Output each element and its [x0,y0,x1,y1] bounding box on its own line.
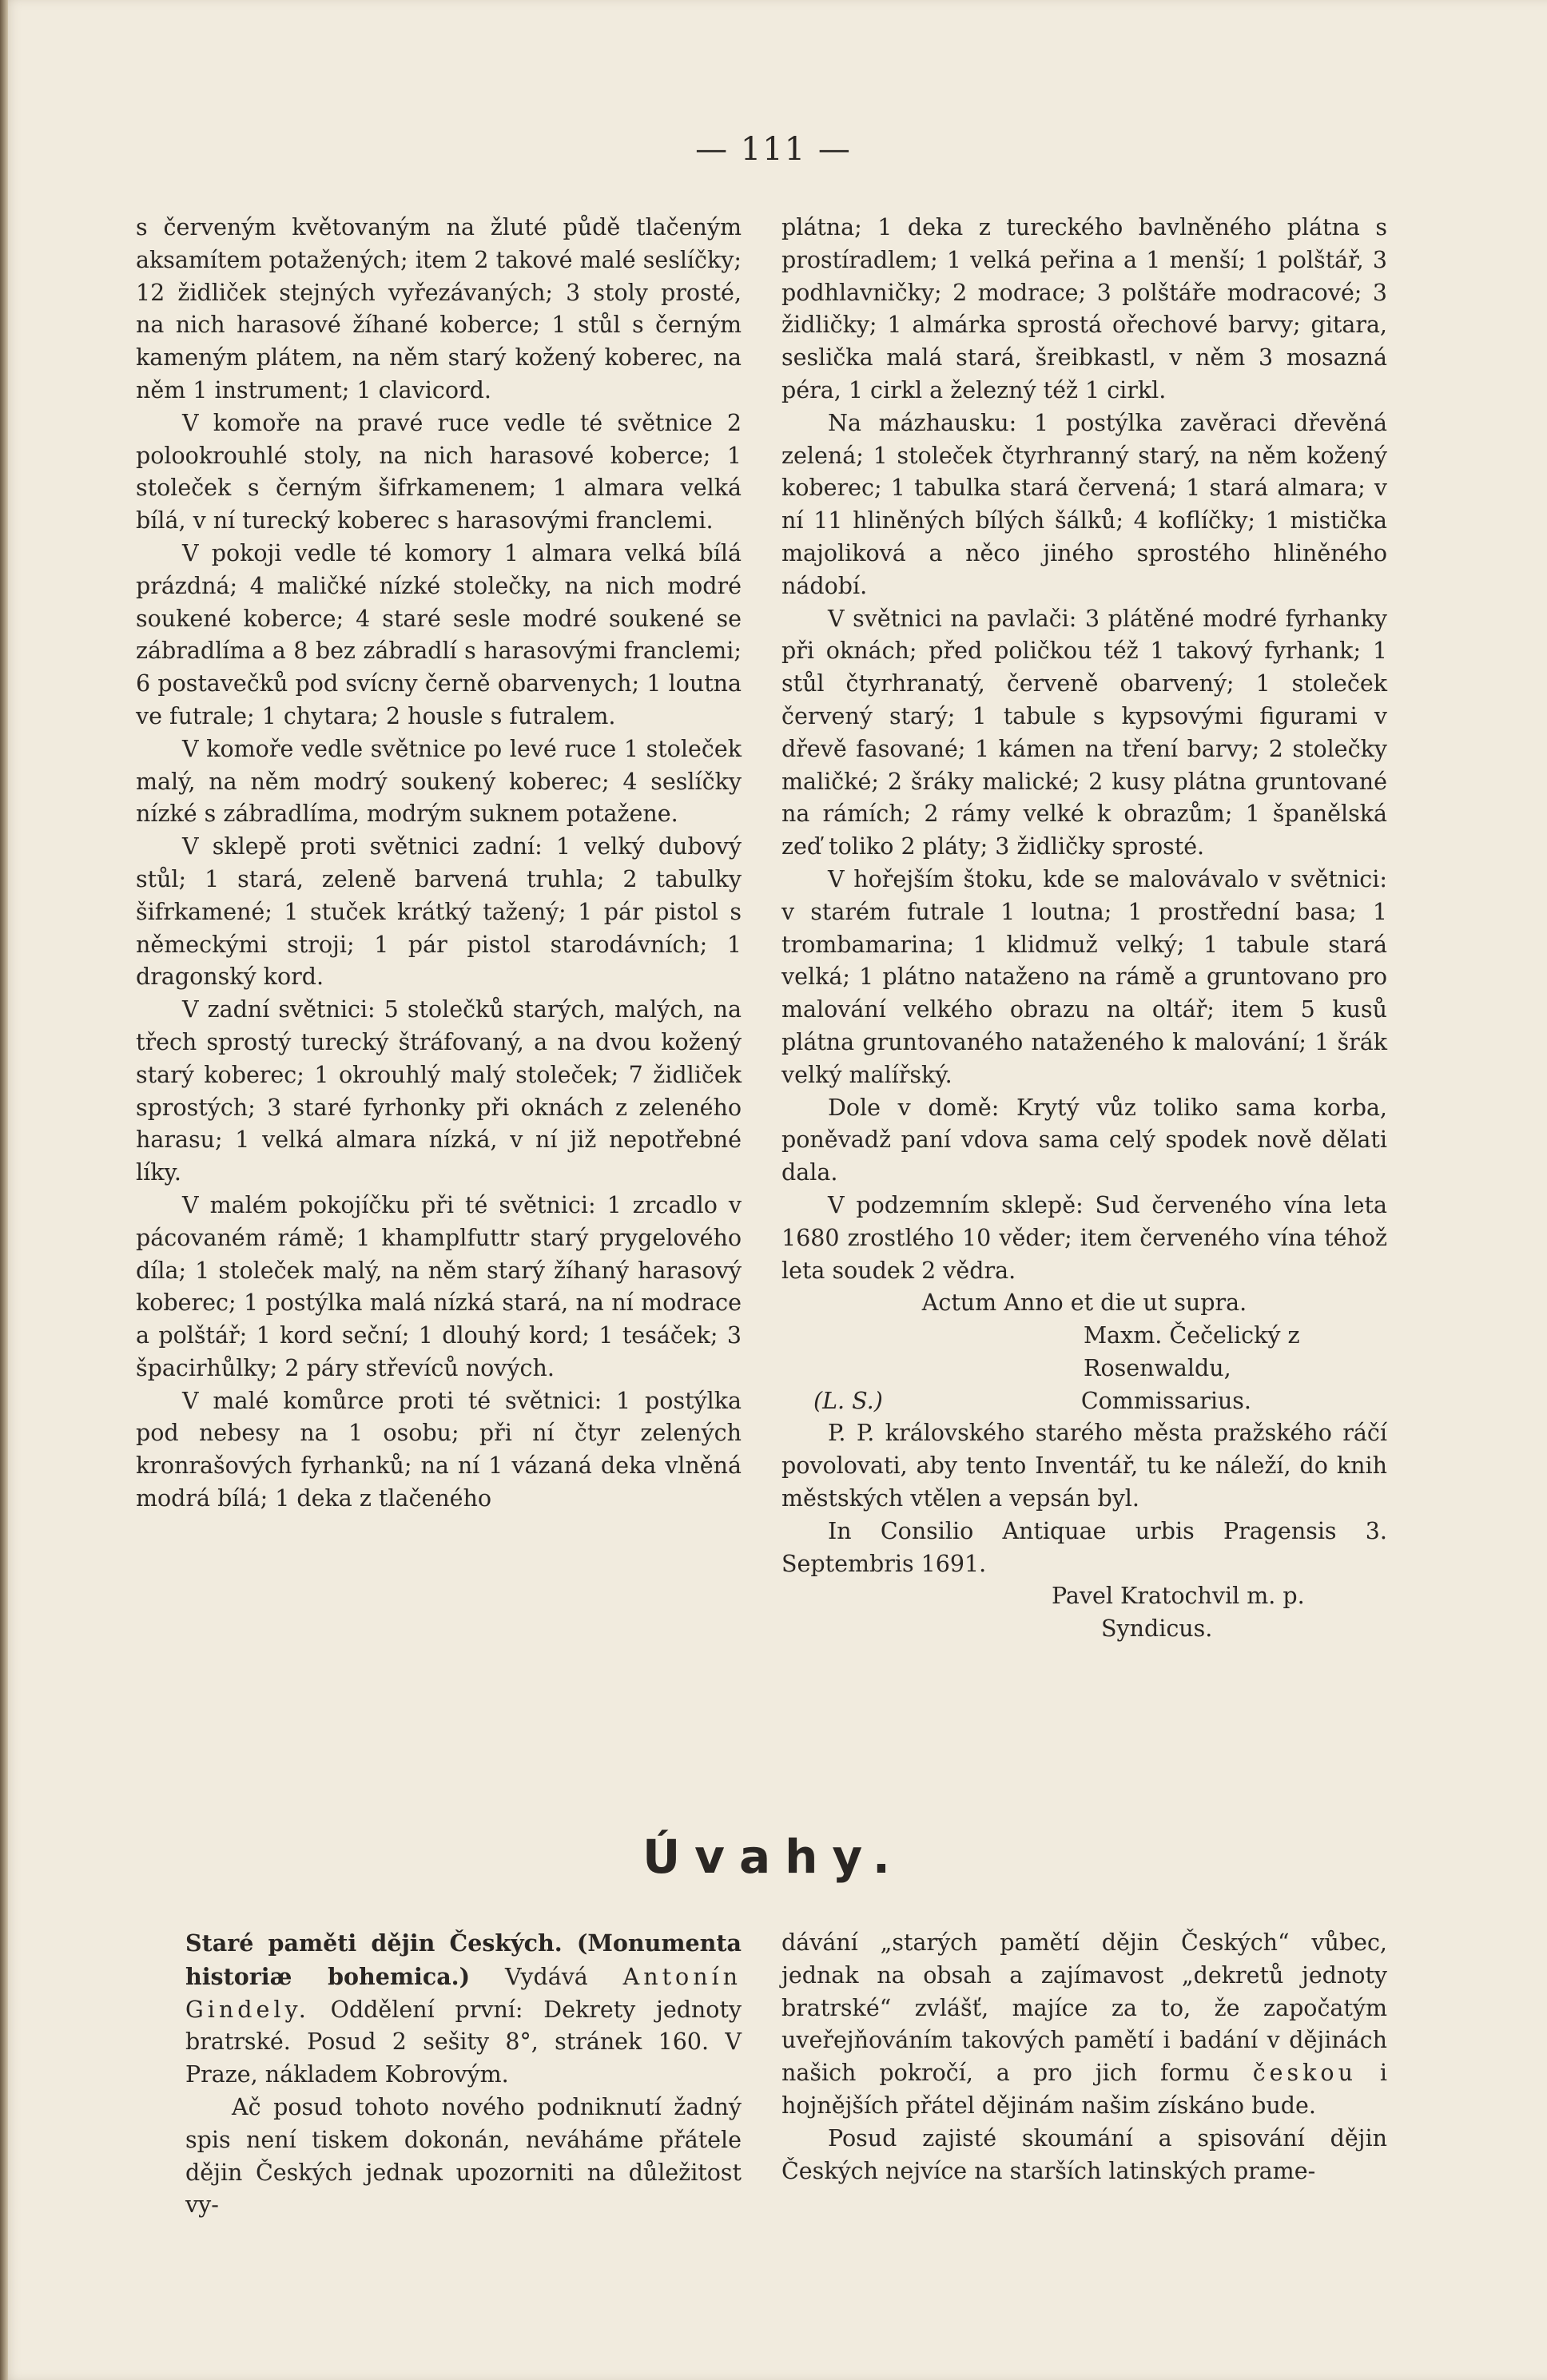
text-run: i hojnějších přátel dějinám našim získáno bude. [781,2060,1388,2119]
section-heading: Úvahy. [642,1830,905,1884]
paragraph: plátna; 1 deka z tureckého bavlněného plátna s prostíradlem; 1 velká peřina a 1 menší; 1 polštář, 3 podhlavničky; 2 modrace; 3 polštáře modracové; 3 židličky; 1 almárka sprostá ořechové barvy; gitara, seslička malá stará, šreibkastl, v něm 3 mosazná péra, 1 cirkl a železný též 1 cirkl. [781,214,1387,403]
paragraph: P. P. královského starého města pražského ráčí povolovati, aby tento Inventář, tu ke náleží, do knih městských vtělen a vepsán byl. [781,1420,1387,1512]
paragraph: V malé komůrce proti té světnici: 1 postýlka pod nebesy na 1 osobu; při ní čtyr zelených kronrašových fyrhanků; na ní 1 vázaná deka vlněná modrá bílá; 1 deka z tlačeného [136,1387,742,1512]
paragraph: V zadní světnici: 5 stolečků starých, malých, na třech sprostý turecký štráfovaný, a na dvou kožený starý koberec; 1 okrouhlý malý stoleček; 7 židliček sprostých; 3 staré fyrhonky při oknách z zeleného harasu; 1 velká almara nízká, v ní již nepotřebné líky. [136,996,742,1186]
review-author: Antonín Gindely. [185,1963,742,2023]
paragraph: Posud zajisté skoumání a spisování dějin Českých nejvíce na starších latinských prame- [781,2124,1387,2184]
right-column [781,212,1387,1646]
paragraph: Ač posud tohoto nového podniknutí žadný spis není tiskem dokonán, neváháme přátele dějin Českých jednak upozorniti na důležitost vy- [185,2093,742,2219]
review-right-column [781,1927,1387,2187]
signer2-name: Pavel Kratochvil m. p. [1052,1583,1305,1610]
paragraph: V pokoji vedle té komory 1 almara velká bílá prázdná; 4 maličké nízké stolečky, na nich modré soukené koberce; 4 staré sesle modré soukené se zábradlíma a 8 bez zábradlí s harasovými franclemi; 6 postavečků pod svícny černě obarvenych; 1 loutna ve futrale; 1 chytara; 2 housle s futralem. [136,539,742,729]
actum-line: Actum Anno et die ut supra. [921,1289,1247,1317]
signature-name: Maxm. Čečelický z Rosenwaldu, [1084,1322,1300,1381]
paragraph: V sklepě proti světnici zadní: 1 velký dubový stůl; 1 stará, zeleně barvená truhla; 2 tabulky šifrkamené; 1 stuček krátký tažený; 1 pár pistol s německými stroji; 1 pár pistol starodávních; 1 dragonský kord. [136,833,742,991]
review-title-lead: Vydává [504,1963,588,1990]
page-spine-shadow [0,0,8,2380]
paragraph [781,1927,1387,2123]
page-number: — 111 — [695,131,852,168]
signer2-role: Syndicus. [1101,1615,1213,1643]
review-title-rest: Oddělení první: Dekrety jednoty bratrské. Posud 2 sešity 8°, stránek 160. V Praze, nákladem Kobrovým. [185,1996,742,2088]
paragraph: V hořejším štoku, kde se malovávalo v světnici: v starém futrale 1 loutna; 1 prostřední basa; 1 trombamarina; 1 klidmuž velký; 1 tabule stará velká; 1 plátno nataženo na rámě a gruntovano pro malování velkého obrazu na oltář; item 5 kusů plátna gruntovaného nataženého k malování; 1 šrák velký malířský. [781,865,1387,1088]
signature-role: Commissarius. [1080,1387,1251,1414]
review-title-bold: Staré paměti dějin Českých. (Monumenta historiæ bohemica.) [185,1929,742,1990]
paragraph: V světnici na pavlači: 3 plátěné modré fyrhanky při oknách; před poličkou též 1 takový fyrhank; 1 stůl čtyrhranatý, červeně obarvený; 1 stoleček červený starý; 1 tabule s kypsovými figurami v dřevě fasované; 1 kámen na tření barvy; 2 stolečky maličké; 2 šráky malické; 2 kusy plátna gruntované na rámích; 2 rámy velké k obrazům; 1 španělská zeď toliko 2 pláty; 3 židličky sprosté. [781,605,1387,860]
spaced-word: českou [1252,2060,1357,2087]
paragraph: s červeným květovaným na žluté půdě tlačeným aksamítem potažených; item 2 takové malé seslíčky; 12 židliček stejných vyřezávaných; 3 stoly prosté, na nich harasové žíhané koberce; 1 stůl s černým kameným plátem, na něm starý kožený koberec, na něm 1 instrument; 1 clavicord. [136,214,742,403]
text-run: dávání „starých pamětí dějin Českých“ vůbec, jednak na obsah a zajímavost „dekretů jednoty bratrské“ zvlášť, majíce za to, že započatým uveřejňováním takových pamětí i badání v dějinách našich pokročí, a pro jich formu [781,1929,1387,2087]
paragraph: Na mázhausku: 1 postýlka zavěraci dřevěná zelená; 1 stoleček čtyrhranný starý, na něm kožený koberec; 1 tabulka stará červená; 1 stará almara; v ní 11 hliněných bílých šálků; 4 koflíčky; 1 mistička majoliková a něco jiného sprostého hliněného nádobí. [781,409,1387,599]
ls-mark: (L. S.) [813,1387,883,1414]
seal-line [781,1385,1387,1418]
paragraph: V malém pokojíčku při té světnici: 1 zrcadlo v pácovaném rámě; 1 khamplfuttr starý prygelového díla; 1 stoleček malý, na něm starý žíhaný harasový koberec; 1 postýlka malá nízká stará, na ní modrace a polštář; 1 kord seční; 1 dlouhý kord; 1 tesáček; 3 špacirhůlky; 2 páry střevíců nových. [136,1191,742,1381]
paragraph: V komoře na pravé ruce vedle té světnice 2 polookrouhlé stoly, na nich harasové koberce; 1 stoleček s černým šifrkamenem; 1 almara velká bílá, v ní turecký koberec s harasovými franclemi. [136,409,742,534]
paragraph: V podzemním sklepě: Sud červeného vína leta 1680 zrostlého 10 věder; item červeného vína téhož leta soudek 2 vědra. [781,1191,1387,1284]
paragraph: Dole v domě: Krytý vůz toliko sama korba, poněvadž paní vdova sama celý spodek nově dělati dala. [781,1094,1387,1186]
review-title [185,1927,742,2092]
left-column [136,212,742,1516]
paragraph: V komoře vedle světnice po levé ruce 1 stoleček malý, na něm modrý soukený koberec; 4 seslíčky nízké s zábradlíma, modrým suknem potažene. [136,735,742,828]
paragraph: In Consilio Antiquae urbis Pragensis 3. Septembris 1691. [781,1517,1387,1577]
review-left-column [185,1927,742,2222]
